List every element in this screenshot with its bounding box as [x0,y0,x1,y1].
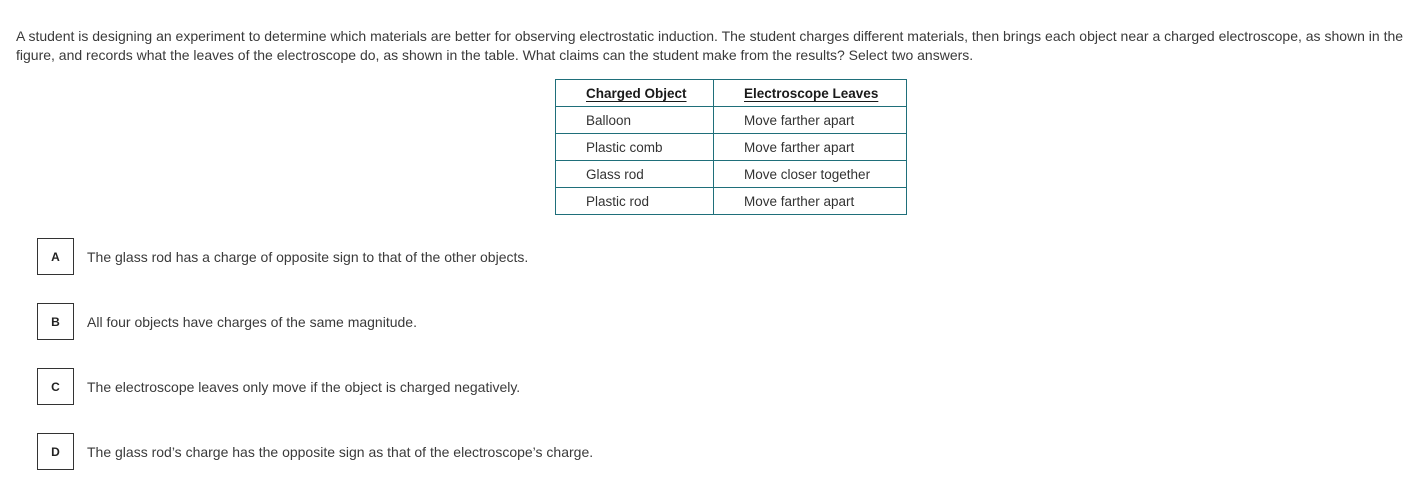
table-row [556,134,907,161]
table-cell-object: Plastic comb [556,134,714,161]
choice-text[interactable]: The glass rod’s charge has the opposite sign as that of the electroscope’s charge. [87,443,594,460]
answer-choice-a[interactable] [37,238,528,275]
table-cell-object: Glass rod [556,161,714,188]
table-cell-object: Plastic rod [556,188,714,215]
table-header-row [556,80,907,107]
table-row [556,188,907,215]
table-cell-leaves: Move farther apart [714,134,907,161]
answer-choice-d[interactable] [37,433,593,470]
choice-letter-box[interactable]: C [37,368,74,405]
column-header-electroscope-leaves: Electroscope Leaves [714,80,907,107]
choice-letter-box[interactable]: D [37,433,74,470]
table-cell-leaves: Move farther apart [714,188,907,215]
table-cell-leaves: Move closer together [714,161,907,188]
choice-text[interactable]: The glass rod has a charge of opposite sign to that of the other objects. [87,248,529,265]
choice-text[interactable]: The electroscope leaves only move if the object is charged negatively. [87,378,521,395]
table-row [556,107,907,134]
choice-letter-box[interactable]: B [37,303,74,340]
table-cell-leaves: Move farther apart [714,107,907,134]
answer-choice-b[interactable] [37,303,417,340]
column-header-charged-object: Charged Object [556,80,714,107]
results-table [555,79,907,215]
choice-letter-box[interactable]: A [37,238,74,275]
answer-choice-c[interactable] [37,368,520,405]
choice-text[interactable]: All four objects have charges of the same magnitude. [87,313,417,330]
table-cell-object: Balloon [556,107,714,134]
table-row [556,161,907,188]
question-stem: A student is designing an experiment to determine which materials are better for observing electrostatic induction. The student charges different materials, then brings each object near a charged electroscope, as shown in the figure, and records what the leaves of the electroscope do, as shown in the table. What claims can the student make from the results? Select two answers. [16,28,1404,63]
